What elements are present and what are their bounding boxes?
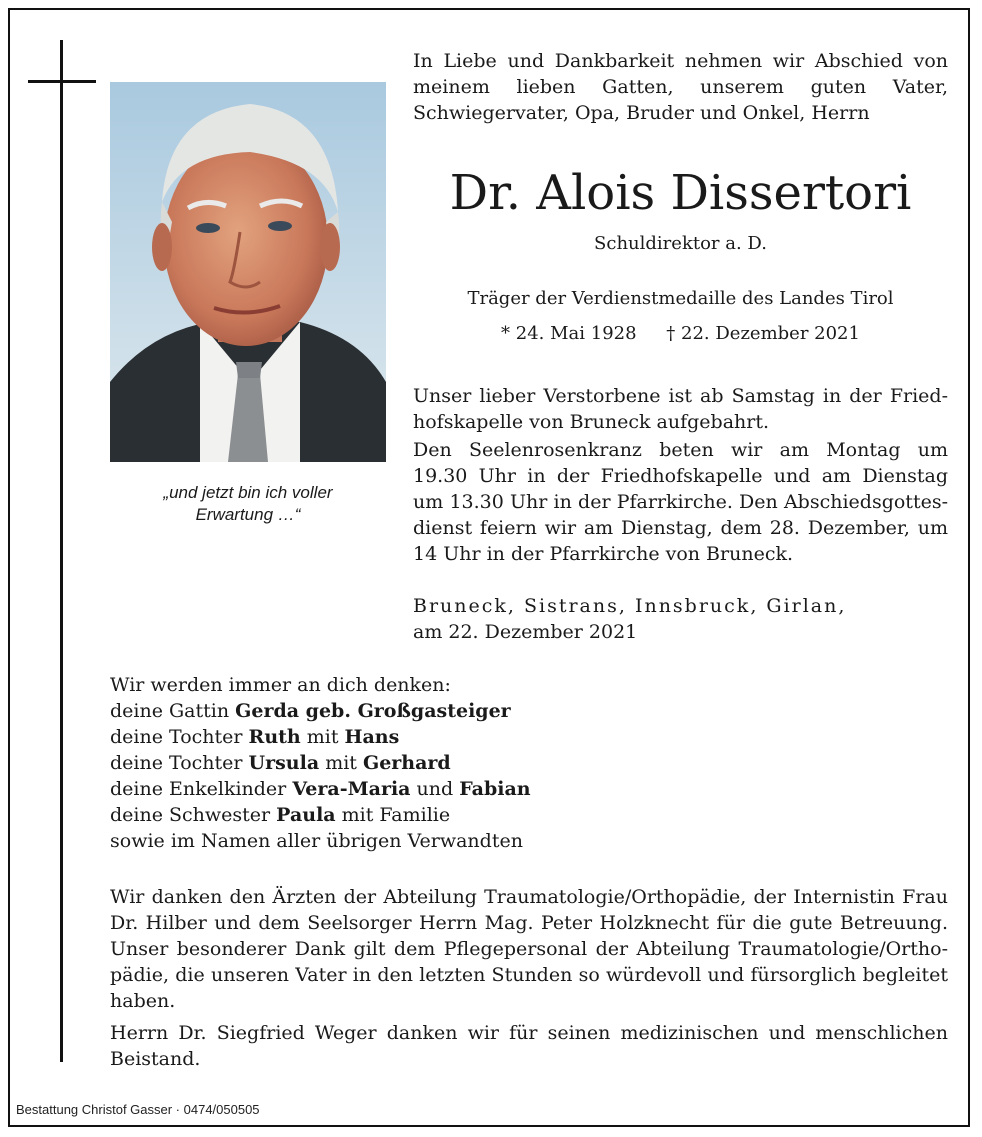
quote-line: „und jetzt bin ich voller bbox=[163, 483, 333, 502]
viewing-paragraph bbox=[413, 383, 948, 435]
family-member: deine Tochter Ursula mit Gerhard bbox=[110, 752, 451, 774]
service-paragraph bbox=[413, 437, 948, 567]
paragraph-line: haben. bbox=[110, 990, 176, 1012]
honor-text: Träger der Verdienstmedaille des Landes Tirol bbox=[467, 288, 894, 309]
intro-text bbox=[413, 48, 948, 126]
birth-date: * 24. Mai 1928 bbox=[501, 323, 637, 344]
paragraph-line: Wir danken den Ärzten der Abteilung Traumatologie/Orthopädie, der Internistin Frau bbox=[110, 886, 948, 908]
paragraph-line: dienst feiern wir am Dienstag, dem 28. Dezember, um bbox=[413, 517, 948, 539]
paragraph-line: Beistand. bbox=[110, 1048, 201, 1070]
family-intro: Wir werden immer an dich denken: bbox=[110, 674, 451, 696]
paragraph-line: um 13.30 Uhr in der Pfarrkirche. Den Abschiedsgottes- bbox=[413, 491, 948, 513]
family-closing: sowie im Namen aller übrigen Verwandten bbox=[110, 830, 523, 852]
intro-line: meinem lieben Gatten, unserem guten Vater, bbox=[413, 76, 948, 98]
paragraph-line: 14 Uhr in der Pfarrkirche von Bruneck. bbox=[413, 543, 794, 565]
family-member: deine Gattin Gerda geb. Großgasteiger bbox=[110, 700, 511, 722]
paragraph-line: pädie, die unseren Vater in den letzten Stunden so würdevoll und fürsorglich begleitet bbox=[110, 964, 948, 986]
quote-line: Erwartung …“ bbox=[195, 505, 301, 524]
paragraph-line: Herrn Dr. Siegfried Weger danken wir für seinen medizinischen und menschlichen bbox=[110, 1022, 948, 1044]
life-dates bbox=[413, 322, 948, 346]
paragraph-line: Den Seelenrosenkranz beten wir am Montag um bbox=[413, 439, 948, 461]
paragraph-line: Unser besonderer Dank gilt dem Pflegepersonal der Abteilung Traumatologie/Ortho- bbox=[110, 938, 948, 960]
family-member: deine Schwester Paula mit Familie bbox=[110, 804, 451, 826]
quote bbox=[110, 482, 386, 526]
notice-date: am 22. Dezember 2021 bbox=[413, 621, 638, 643]
intro-line: Schwiegervater, Opa, Bruder und Onkel, Herrn bbox=[413, 102, 870, 124]
portrait-photo bbox=[110, 82, 386, 462]
paragraph-line: hofskapelle von Bruneck aufgebahrt. bbox=[413, 411, 770, 433]
thanks-paragraph bbox=[110, 884, 948, 1014]
paragraph-line: Dr. Hilber und dem Seelsorger Herrn Mag. Peter Holzknecht für die gute Betreuung. bbox=[110, 912, 948, 934]
place-and-date bbox=[413, 593, 863, 645]
family-member: deine Tochter Ruth mit Hans bbox=[110, 726, 400, 748]
cross-icon-vertical bbox=[60, 40, 63, 1062]
funeral-home-footer: Bestattung Christof Gasser · 0474/050505 bbox=[16, 1102, 260, 1117]
cross-icon-horizontal bbox=[28, 80, 96, 83]
deceased-title: Schuldirektor a. D. bbox=[594, 233, 767, 254]
family-list bbox=[110, 672, 710, 854]
paragraph-line: Unser lieber Verstorbene ist ab Samstag in der Fried- bbox=[413, 385, 948, 407]
deceased-name: Dr. Alois Dissertori bbox=[449, 165, 912, 221]
family-member: deine Enkelkinder Vera-Maria und Fabian bbox=[110, 778, 531, 800]
paragraph-line: 19.30 Uhr in der Friedhofskapelle und am Dienstag bbox=[413, 465, 948, 487]
places: Bruneck, Sistrans, Innsbruck, Girlan, bbox=[413, 595, 847, 617]
thanks-doctor-paragraph bbox=[110, 1020, 948, 1072]
death-date: † 22. Dezember 2021 bbox=[666, 323, 860, 344]
intro-line: In Liebe und Dankbarkeit nehmen wir Abschied von bbox=[413, 50, 948, 72]
